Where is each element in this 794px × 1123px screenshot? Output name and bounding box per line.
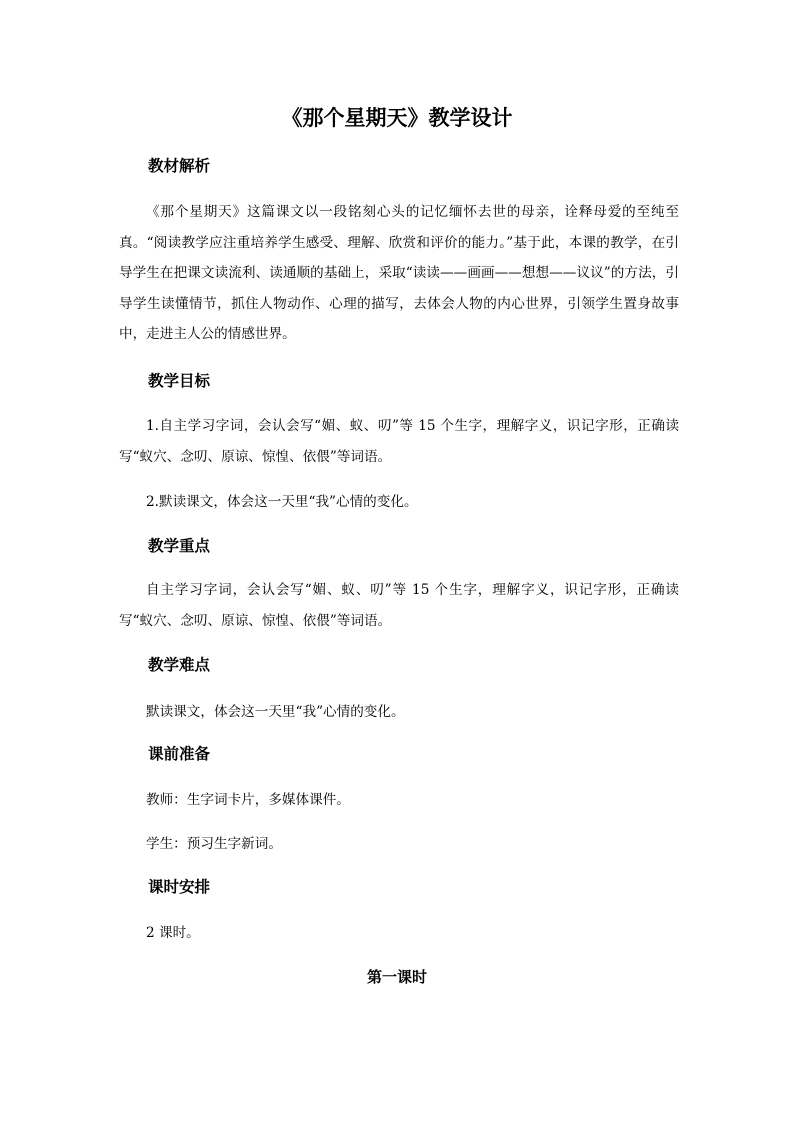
paragraph-schedule: 2 课时。 bbox=[146, 925, 200, 941]
paragraph-key-points: 自主学习字词，会认会写“媚、蚁、叨”等 15 个生字，理解字义，识记字形，正确读写“蚁穴、念叨、原谅、惊惶、依偎”等词语。 bbox=[119, 582, 679, 629]
paragraph-analysis: 《那个星期天》这篇课文以一段铭刻心头的记忆缅怀去世的母亲，诠释母爱的至纯至真。“阅读教学应注重培养学生感受、理解、欣赏和评价的能力。”基于此，本课的教学，在引导学生在把课文读流利、读通顺的基础上，采取“读读——画画——想想——议议”的方法，引导学生读懂情节，抓住人物动作、心理的描写，去体会人物的内心世界，引领学生置身故事中，走进主人公的情感世界。 bbox=[119, 204, 679, 342]
preparation-teacher: 教师：生字词卡片，多媒体课件。 bbox=[146, 792, 350, 808]
paragraph-difficulties: 默读课文，体会这一天里“我”心情的变化。 bbox=[146, 704, 405, 720]
document-title: 《那个星期天》教学设计 bbox=[281, 106, 513, 130]
first-lesson-heading: 第一课时 bbox=[366, 968, 427, 986]
objective-item-1: 1.自主学习字词，会认会写“媚、蚁、叨”等 15 个生字，理解字义，识记字形，正确读写“蚁穴、念叨、原谅、惊惶、依偎”等词语。 bbox=[119, 418, 679, 465]
heading-objectives: 教学目标 bbox=[148, 372, 211, 390]
objective-item-2: 2.默读课文，体会这一天里“我”心情的变化。 bbox=[146, 494, 418, 510]
heading-schedule: 课时安排 bbox=[148, 878, 211, 896]
heading-preparation: 课前准备 bbox=[148, 745, 211, 763]
heading-difficulties: 教学难点 bbox=[148, 656, 211, 674]
preparation-student: 学生：预习生字新词。 bbox=[146, 836, 282, 852]
heading-key-points: 教学重点 bbox=[148, 537, 211, 555]
heading-analysis: 教材解析 bbox=[148, 157, 211, 175]
